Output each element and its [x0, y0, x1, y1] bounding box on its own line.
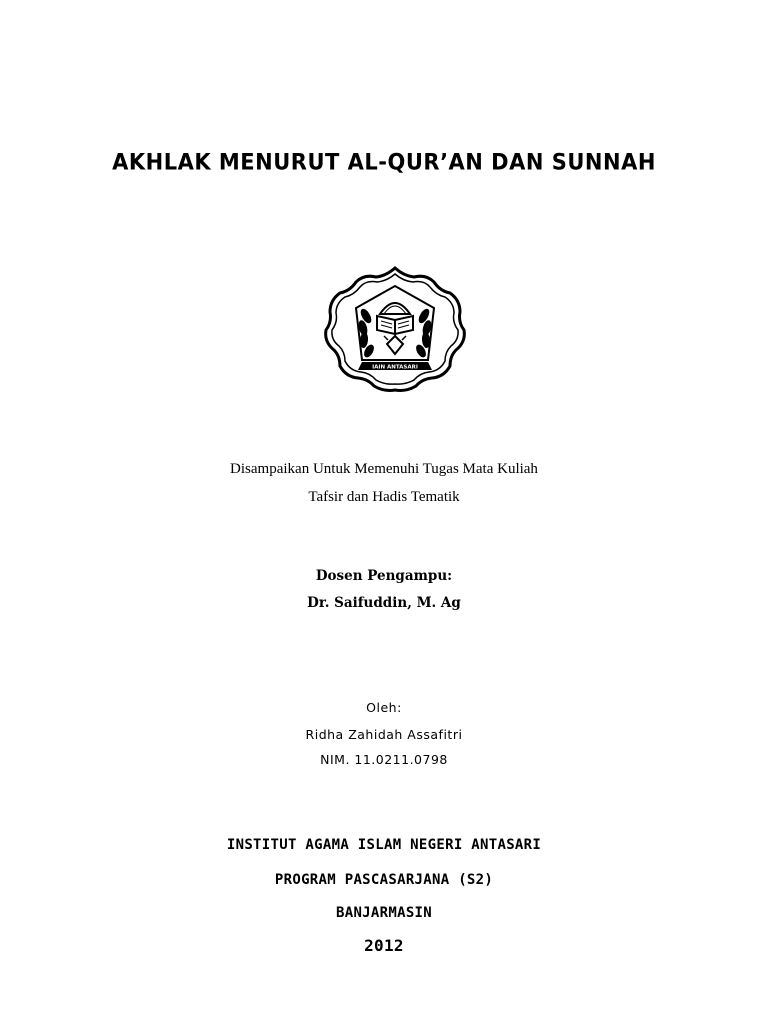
- program-name: PROGRAM PASCASARJANA (S2): [274, 872, 494, 888]
- document-title: AKHLAK MENURUT AL-QUR’AN DAN SUNNAH: [112, 149, 656, 175]
- institution-name: INSTITUT AGAMA ISLAM NEGERI ANTASARI: [226, 837, 542, 853]
- lecturer-label: Dosen Pengampu:: [315, 568, 453, 584]
- lecturer-name: Dr. Saifuddin, M. Ag: [307, 595, 461, 611]
- author-name: Ridha Zahidah Assafitri: [305, 727, 463, 742]
- purpose-line-2: Tafsir dan Hadis Tematik: [308, 489, 460, 505]
- city-name: BANJARMASIN: [335, 905, 433, 921]
- purpose-line-1: Disampaikan Untuk Memenuhi Tugas Mata Kuliah: [230, 461, 538, 477]
- author-label: Oleh:: [366, 700, 402, 715]
- year: 2012: [364, 936, 404, 955]
- author-nim: NIM. 11.0211.0798: [320, 752, 448, 767]
- iain-antasari-emblem-icon: [322, 264, 468, 394]
- emblem-seal-text: IAIN ANTASARI: [372, 364, 418, 371]
